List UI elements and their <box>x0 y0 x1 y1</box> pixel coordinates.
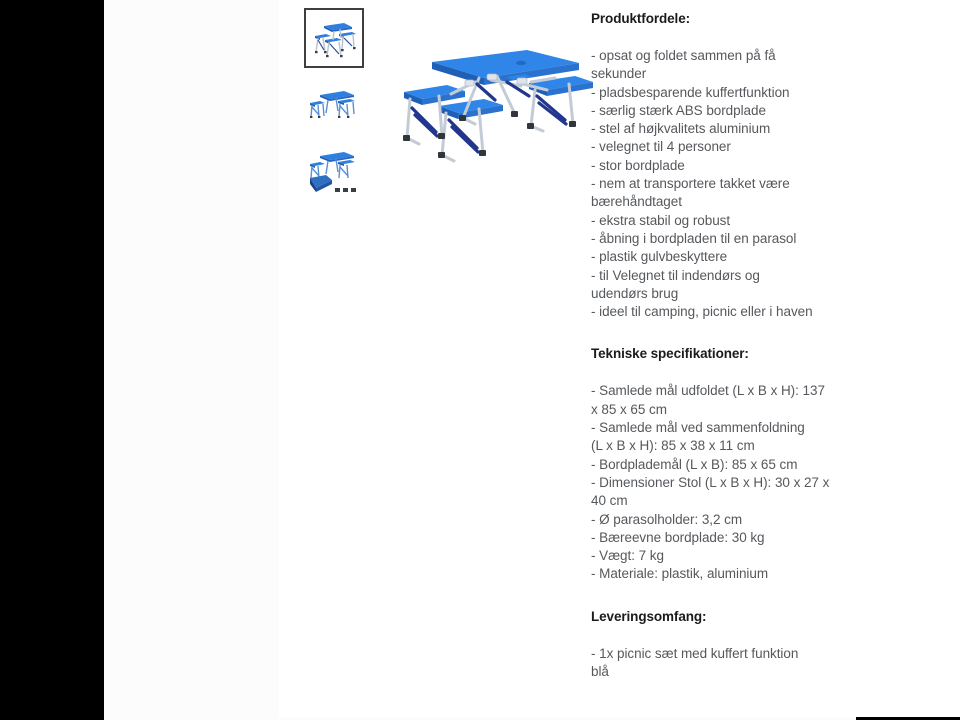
product-content-panel <box>279 0 960 717</box>
description-line: - Vægt: 7 kg <box>591 548 664 564</box>
description-line: (L x B x H): 85 x 38 x 11 cm <box>591 438 755 454</box>
description-line: - stel af højkvalitets aluminium <box>591 121 771 137</box>
picnic-table-with-carry-case-icon <box>304 144 362 202</box>
description-line: - plastik gulvbeskyttere <box>591 249 728 265</box>
description-line: blå <box>591 664 609 680</box>
product-description <box>591 10 881 681</box>
description-line: - Samlede mål ved sammenfoldning <box>591 420 805 436</box>
spacer <box>591 321 881 345</box>
description-line: - Dimensioner Stol (L x B x H): 30 x 27 x <box>591 474 830 490</box>
list-item[interactable] <box>304 144 362 202</box>
description-line: - ekstra stabil og robust <box>591 212 731 228</box>
product-thumbnail-gallery <box>304 8 368 211</box>
description-line: - stor bordplade <box>591 157 685 173</box>
description-line: - til Velegnet til indendørs og <box>591 267 760 283</box>
description-line: - Bordplademål (L x B): 85 x 65 cm <box>591 456 798 472</box>
product-hero-image[interactable] <box>379 20 599 190</box>
spacer <box>591 584 881 608</box>
letterbox-left <box>0 0 104 720</box>
picnic-table-unfolded-side-view-icon <box>304 77 362 135</box>
description-line: sekunder <box>591 66 647 82</box>
product-page-card <box>104 0 856 720</box>
description-line: - særlig stærk ABS bordplade <box>591 102 766 118</box>
list-item[interactable] <box>304 77 362 135</box>
blue-folding-picnic-table-illustration <box>379 20 599 190</box>
description-line: - opsat og foldet sammen på få <box>591 48 776 63</box>
description-line: - Bæreevne bordplade: 30 kg <box>591 529 765 545</box>
spacer <box>591 363 881 382</box>
description-line: - pladsbesparende kuffertfunktion <box>591 84 790 100</box>
description-section <box>591 10 881 321</box>
description-line: - ideel til camping, picnic eller i haven <box>591 304 813 320</box>
description-line: bærehåndtaget <box>591 194 682 210</box>
description-line: - Samlede mål udfoldet (L x B x H): 137 <box>591 383 825 399</box>
description-line: x 85 x 65 cm <box>591 401 667 417</box>
description-line: - Ø parasolholder: 3,2 cm <box>591 511 743 527</box>
description-line: - åbning i bordpladen til en parasol <box>591 230 797 246</box>
section-heading: Produktfordele: <box>591 11 691 26</box>
description-line: - 1x picnic sæt med kuffert funktion <box>591 645 799 661</box>
description-line: 40 cm <box>591 493 628 509</box>
section-heading: Tekniske specifikationer: <box>591 346 749 362</box>
list-item[interactable] <box>304 8 364 68</box>
section-heading: Leveringsomfang: <box>591 608 707 624</box>
spacer <box>591 626 881 645</box>
description-line: - Materiale: plastik, aluminium <box>591 566 769 582</box>
description-line: udendørs brug <box>591 285 679 301</box>
description-section <box>591 345 881 583</box>
spacer <box>591 28 881 47</box>
description-section <box>591 608 881 682</box>
description-line: - nem at transportere takket være <box>591 176 790 192</box>
picnic-table-unfolded-front-view-icon <box>306 10 362 66</box>
description-line: - velegnet til 4 personer <box>591 139 731 155</box>
